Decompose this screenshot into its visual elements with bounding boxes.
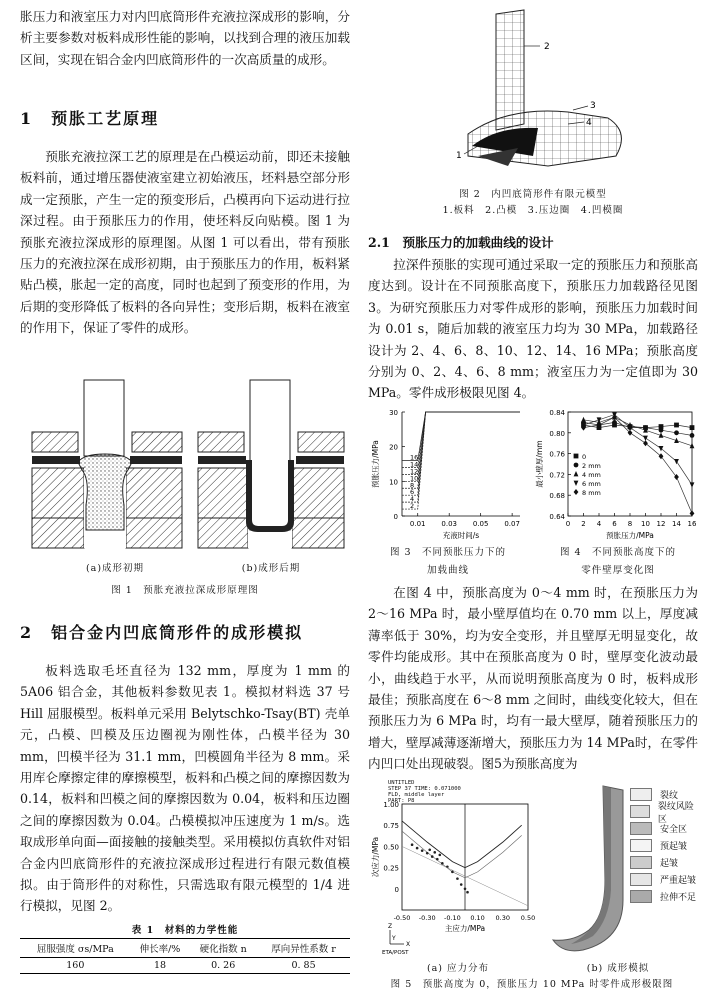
y-tick-label: 0.75 bbox=[383, 822, 399, 831]
legend-label: 起皱 bbox=[660, 859, 679, 869]
data-point-circle bbox=[659, 428, 664, 433]
data-point-circle bbox=[574, 463, 579, 468]
data-point bbox=[439, 854, 442, 857]
legend-label: 裂纹 bbox=[660, 791, 679, 801]
figure-3-caption: 图 3 不同预胀压力下的 bbox=[389, 547, 507, 558]
triad-z-label: Z bbox=[388, 923, 393, 930]
figures-3-4 bbox=[368, 404, 698, 582]
x-tick-label: 0 bbox=[565, 520, 571, 528]
figure-2-diagram bbox=[368, 6, 698, 176]
y-tick-label: 0.80 bbox=[549, 429, 565, 438]
data-point-square bbox=[690, 425, 695, 430]
legend-swatch bbox=[630, 788, 652, 801]
data-point bbox=[451, 871, 454, 874]
paragraph-loading-curve: 拉深件预胀的实现可通过采取一定的预胀压力和预胀高度达到。设计在不同预胀高度下，预胀压力加载路径见图 3。为研究预胀压力对零件成形的影响，预胀压力加载时间为 0.01 s，随后加载的液室压力均为 30 MPa，加载路径设计为 2、4、6、8、10、12、14、16 MPa；预胀高度分别为 0、2、4、6、8 mm；液室压力为一定值即为 30 MPa。零件成形极限见图 4。 bbox=[368, 257, 698, 401]
y-tick-label: 0.68 bbox=[549, 492, 565, 501]
y-tick-label: 0.76 bbox=[549, 450, 565, 459]
x-tick-label: 8 bbox=[627, 520, 633, 528]
figure-2-legend: 1.板料 2.凸模 3.压边圈 4.凹模圈 bbox=[442, 205, 624, 216]
data-point bbox=[464, 888, 467, 891]
data-point-triangle-up bbox=[574, 471, 579, 476]
data-point-triangle-down bbox=[690, 482, 695, 487]
section-2-title: 2 铝合金内凹底筒形件的成形模拟 bbox=[20, 623, 304, 642]
curve-label: 16 bbox=[410, 453, 419, 462]
data-point bbox=[433, 851, 436, 854]
x-tick-label: 10 bbox=[641, 520, 650, 528]
figure-1-caption: 图 1 预胀充液拉深成形原理图 bbox=[111, 585, 259, 596]
section-1-title: 1 预胀工艺原理 bbox=[20, 109, 160, 128]
forming-limit-curve bbox=[402, 821, 522, 868]
table-cell: 18 bbox=[153, 960, 167, 971]
figure-4-caption: 图 4 不同预胀高度下的 bbox=[559, 547, 677, 558]
data-point bbox=[466, 891, 469, 894]
data-point-circle bbox=[612, 420, 617, 425]
x-axis-label: 预胀压力/MPa bbox=[606, 531, 654, 540]
x-tick-label: 0.03 bbox=[441, 520, 457, 528]
x-tick-label: 6 bbox=[612, 520, 617, 528]
table-header: 伸长率/% bbox=[139, 944, 181, 955]
x-tick-label: -0.30 bbox=[418, 914, 436, 922]
legend-label: 4 mm bbox=[582, 471, 601, 479]
x-tick-label: 4 bbox=[596, 520, 602, 528]
figure-5b-part bbox=[543, 780, 633, 960]
y-tick-label: 0.25 bbox=[383, 864, 399, 873]
triad-x-label: X bbox=[406, 941, 411, 948]
figure-2-label: 3 bbox=[590, 101, 596, 111]
data-point bbox=[421, 849, 424, 852]
table-1 bbox=[20, 938, 350, 974]
figure-5a-chart bbox=[368, 798, 543, 958]
data-point-diamond bbox=[574, 489, 579, 495]
y-tick-label: 20 bbox=[389, 443, 398, 452]
data-point bbox=[456, 877, 459, 880]
legend-item bbox=[630, 837, 698, 854]
legend-label: 8 mm bbox=[582, 489, 601, 497]
y-tick-label: 0.50 bbox=[383, 843, 399, 852]
legend-swatch bbox=[630, 839, 652, 852]
figure-5b-label: (b) 成形模拟 bbox=[586, 963, 650, 974]
data-point bbox=[436, 858, 439, 861]
x-tick-label: 0.01 bbox=[409, 520, 426, 528]
table-cell: 160 bbox=[66, 960, 85, 971]
x-axis-label: 充液时间/s bbox=[442, 531, 480, 540]
figure-5a-label: (a) 应力分布 bbox=[426, 963, 490, 974]
x-tick-label: 0.50 bbox=[520, 914, 536, 922]
figure-2-label: 4 bbox=[586, 118, 592, 128]
data-point-square bbox=[674, 423, 679, 428]
figure-5-legend bbox=[630, 786, 698, 905]
paragraph-analysis: 在图 4 中，预胀高度为 0～4 mm 时，在预胀压力为 2～16 MPa 时，最小壁厚值均在 0.70 mm 以上，厚度减薄率低于 30%，均为安全变形，并且壁厚无明显变化，故零件均能成形。其中在预胀高度为 0 时，壁厚变化波动最小，曲线趋于水平，从而说明预胀高度为 0 时，板料成形最佳；预胀高度在 6～8 mm 之间时，曲线变化较大，但在预胀压力为 6 MPa 时，均有一最大壁厚，随着预胀压力的增大，壁厚减薄逐渐增大，预胀压力为 14 MPa时，在零件内凹口处出现破裂。图5为预胀高度为 bbox=[368, 585, 698, 772]
left-column bbox=[20, 6, 350, 974]
legend-swatch bbox=[630, 856, 652, 869]
x-tick-label: 16 bbox=[687, 520, 697, 528]
y-tick-label: 0 bbox=[393, 513, 398, 521]
figure-1a bbox=[32, 380, 182, 548]
x-tick-label: 14 bbox=[672, 520, 681, 528]
x-tick-label: 0.30 bbox=[495, 914, 511, 922]
paragraph-principle: 预胀充液拉深工艺的原理是在凸模运动前，即还未接触板料前，通过增压器使液室建立初始液压，坯料悬空部分形成一定预胀，产生一定的预变形后，凸模再向下运动进行拉深过程。由于预胀压力的作用，使坯料反向贴模。图 1 为预胀充液拉深成形的原理图。从图 1 可以看出，带有预胀压力的充液拉深在成形初期，由于预胀压力的作用，板料紧贴凸模，胀起一定的高度，同时也起到了预变形的作用，为后期的变形降低了板料的各向异性；变形后期，板料在液室的作用下，保证了零件的成形。 bbox=[20, 149, 350, 336]
y-axis-label: 预胀压力/MPa bbox=[371, 440, 380, 488]
x-tick-label: 0.10 bbox=[470, 914, 485, 922]
x-tick-label: 12 bbox=[656, 520, 666, 528]
data-point bbox=[426, 852, 429, 855]
figure-5-header-line: UNTITLED bbox=[388, 780, 415, 786]
y-tick-label: 0.72 bbox=[549, 471, 565, 480]
legend-label: 预起皱 bbox=[660, 842, 688, 852]
x-tick-label: -0.50 bbox=[393, 914, 411, 922]
data-point bbox=[428, 848, 431, 851]
data-point bbox=[431, 855, 434, 858]
figure-2 bbox=[368, 6, 698, 186]
table-cell: 0. 26 bbox=[211, 960, 236, 971]
figure-4-caption-line2: 零件壁厚变化图 bbox=[581, 565, 655, 576]
legend-item bbox=[630, 871, 698, 888]
curve-label: 10 bbox=[410, 474, 419, 483]
data-point-diamond bbox=[690, 510, 695, 516]
y-axis-label: 最小壁厚/mm bbox=[535, 440, 544, 488]
curve-label: 14 bbox=[410, 460, 419, 469]
legend-swatch bbox=[630, 873, 652, 886]
curve-label: 8 bbox=[410, 481, 415, 490]
x-tick-label: -0.10 bbox=[443, 914, 461, 922]
data-point-triangle-down bbox=[574, 481, 579, 486]
table-header: 厚向异性系数 r bbox=[271, 944, 336, 955]
data-point-square bbox=[574, 454, 579, 459]
table-cell: 0. 85 bbox=[291, 960, 316, 971]
x-tick-label: 0.05 bbox=[472, 520, 489, 528]
section-2-1-title: 2.1 预胀压力的加载曲线的设计 bbox=[368, 235, 554, 250]
legend-label: 2 mm bbox=[582, 462, 601, 470]
data-point-triangle-down bbox=[659, 446, 664, 451]
legend-item bbox=[630, 888, 698, 905]
figure-3-chart bbox=[368, 404, 528, 544]
triad-y-label: Y bbox=[392, 935, 396, 942]
figure-2-label: 1 bbox=[456, 151, 462, 161]
paragraph-intro-continued: 胀压力和液室压力对内凹底筒形件充液拉深成形的影响，分析主要参数对板料成形性能的影响，以找到合理的液压加载区间，实现在铝合金内凹底筒形件的一次高质量的成形。 bbox=[20, 9, 350, 67]
data-point bbox=[441, 862, 444, 865]
table-row bbox=[20, 958, 350, 974]
figure-5-header-line: STEP 37 TIME: 0.071000 bbox=[388, 786, 461, 792]
legend-label: 0 bbox=[582, 453, 587, 461]
data-point bbox=[411, 843, 414, 846]
curve-label: 2 bbox=[410, 502, 415, 511]
curve-label: 6 bbox=[410, 488, 415, 497]
data-point-circle bbox=[690, 433, 695, 438]
table-1-title: 表 1 材料的力学性能 bbox=[131, 925, 239, 936]
data-point bbox=[416, 847, 419, 850]
figure-1b bbox=[198, 380, 344, 548]
data-point-circle bbox=[674, 430, 679, 435]
curve-label: 12 bbox=[410, 467, 419, 476]
y-tick-label: 0.64 bbox=[549, 513, 565, 521]
figure-2-label: 2 bbox=[544, 42, 550, 52]
figure-5-header-line: PART: P8 bbox=[388, 798, 415, 804]
data-point bbox=[460, 883, 463, 886]
x-axis-label: 主应力/MPa bbox=[444, 924, 486, 933]
legend-label: 严重起皱 bbox=[660, 876, 697, 886]
data-point-diamond bbox=[643, 440, 648, 446]
y-tick-label: 0 bbox=[394, 885, 399, 894]
x-tick-label: 2 bbox=[581, 520, 586, 528]
y-axis-label: 次应力/MPa bbox=[371, 836, 380, 878]
x-tick-label: 0.07 bbox=[504, 520, 520, 528]
y-tick-label: 0.84 bbox=[549, 409, 565, 417]
figure-1-diagram bbox=[20, 370, 350, 560]
series-line bbox=[402, 412, 520, 474]
legend-label: 裂纹风险区 bbox=[657, 801, 694, 825]
y-tick-label: 10 bbox=[389, 478, 398, 487]
triad-caption: ETA/POST bbox=[382, 950, 409, 956]
figure-2-caption: 图 2 内凹底筒形件有限元模型 bbox=[459, 189, 607, 200]
table-header: 硬化指数 n bbox=[199, 944, 247, 955]
figure-1a-label: (a)成形初期 bbox=[85, 563, 145, 574]
figure-3-caption-line2: 加载曲线 bbox=[426, 565, 469, 576]
figure-1 bbox=[20, 370, 350, 582]
y-tick-label: 1.00 bbox=[383, 801, 399, 809]
legend-swatch bbox=[630, 805, 650, 818]
data-point-triangle-down bbox=[643, 436, 648, 441]
curve-label: 4 bbox=[410, 495, 415, 504]
paragraph-simulation: 板料选取毛坯直径为 132 mm，厚度为 1 mm 的 5A06 铝合金，其他板料参数见表 1。模拟材料选 37 号 Hill 屈服模型。板料单元采用 Belytschko-Tsay(BT) 壳单元，凸模、凹模及压边圈视为刚性体，凸模半径为 30 mm，凹模半径为 31.1 mm，凹模圆角半径为 8 mm。采用库仑摩擦定律的摩擦模型，板料和凸模之间的摩擦因数为 0.14，板料和凹模之间的摩擦因数为 0.04，板料和压边圈之间的摩擦因数为 0.04。凸模模拟冲压速度为 1 m/s。选取成形单向面—面接触的接触类型。采用模拟仿真软件对铝合金内凹底筒形件的充液拉深成形过程进行有限元数值模拟。由于筒形件的对称性，只需选取有限元模型的 1/4 进行模拟，见图 2。 bbox=[20, 663, 350, 914]
table-header: 屈服强度 σs/MPa bbox=[36, 944, 114, 955]
figure-5-caption: 图 5 预胀高度为 0，预胀压力 10 MPa 时零件成形极限图 bbox=[390, 979, 674, 990]
series-line bbox=[402, 412, 520, 509]
figure-5 bbox=[368, 778, 698, 976]
legend-label: 拉伸不足 bbox=[660, 893, 697, 903]
legend-label: 安全区 bbox=[660, 825, 688, 835]
safety-curve bbox=[402, 831, 522, 878]
figure-1b-label: (b)成形后期 bbox=[241, 563, 301, 574]
y-tick-label: 30 bbox=[389, 409, 398, 417]
right-column bbox=[368, 6, 698, 990]
legend-item bbox=[630, 854, 698, 871]
data-point-triangle-up bbox=[581, 417, 586, 422]
legend-label: 6 mm bbox=[582, 480, 601, 488]
legend-swatch bbox=[630, 822, 652, 835]
legend-swatch bbox=[630, 890, 652, 903]
figure-5-header-line: FLD, middle layer bbox=[388, 792, 445, 798]
legend-item bbox=[630, 801, 698, 825]
figure-4-chart bbox=[534, 404, 698, 544]
